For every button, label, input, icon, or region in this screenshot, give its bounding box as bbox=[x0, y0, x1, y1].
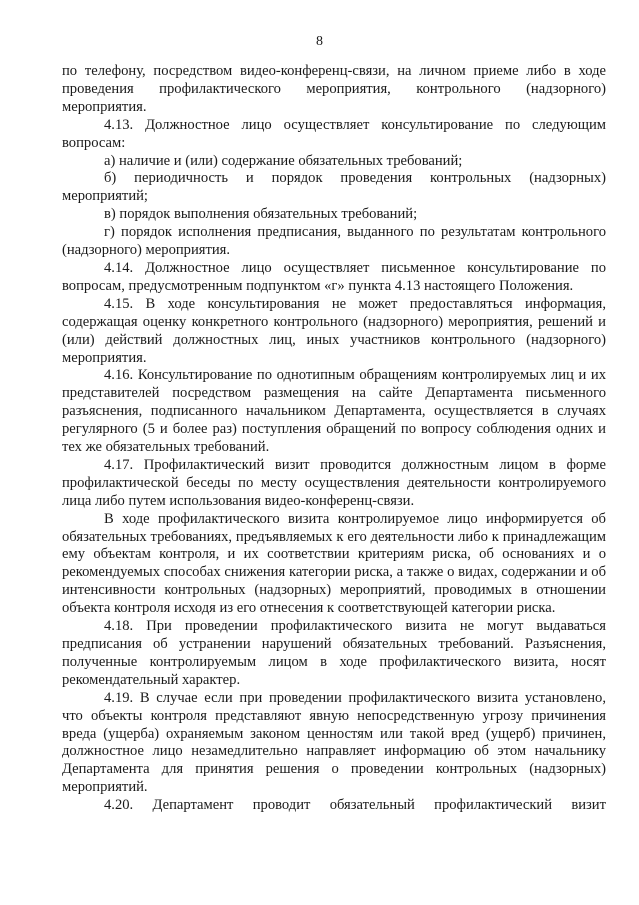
paragraph: 4.15. В ходе консультирования не может предоставляться информация, содержащая оценку конкретного контрольного (надзорного) мероприятия, решений и (или) действий должностных лиц, иных участников контрольного (надзорного) мероприятия. bbox=[62, 295, 606, 366]
paragraph: в) порядок выполнения обязательных требований; bbox=[104, 206, 418, 223]
paragraph: г) порядок исполнения предписания, выданного по результатам контрольного (надзорного) мероприятия. bbox=[62, 224, 606, 259]
paragraph: 4.19. В случае если при проведении профилактического визита установлено, что объекты контроля представляют явную непосредственную угрозу причинения вреда (ущерба) охраняемым законом ценностям или такой вред (ущерб) причинен, должностное лицо незамедлительно направляет информацию об этом начальнику Департамента для принятия решения о проведении контрольных (надзорных) мероприятий. bbox=[62, 689, 606, 796]
paragraph: 4.18. При проведении профилактического визита не могут выдаваться предписания об устранении нарушений обязательных требований. Разъяснения, полученные контролируемым лицом в ходе профилактического визита, носят рекомендательный характер. bbox=[62, 618, 606, 688]
paragraph: 4.13. Должностное лицо осуществляет консультирование по следующим вопросам: bbox=[62, 116, 606, 151]
document-body bbox=[62, 63, 606, 815]
paragraph: по телефону, посредством видео-конференц-связи, на личном приеме либо в ходе проведения профилактического мероприятия, контрольного (надзорного) мероприятия. bbox=[62, 63, 606, 115]
paragraph: 4.20. Департамент проводит обязательный профилактический визит bbox=[104, 797, 606, 814]
paragraph: В ходе профилактического визита контролируемое лицо информируется об обязательных требованиях, предъявляемых к его деятельности либо к принадлежащим ему объектам контроля, и их соответствии критериям риска, об основаниях и о рекомендуемых способах снижения категории риска, а также о видах, содержании и об интенсивности контрольных (надзорных) мероприятий, проводимых в отношении объекта контроля исходя из его отнесения к соответствующей категории риска. bbox=[62, 510, 606, 617]
paragraph: а) наличие и (или) содержание обязательных требований; bbox=[104, 152, 463, 169]
paragraph: 4.14. Должностное лицо осуществляет письменное консультирование по вопросам, предусмотренным подпунктом «г» пункта 4.13 настоящего Положения. bbox=[62, 259, 606, 294]
paragraph: 4.16. Консультирование по однотипным обращениям контролируемых лиц и их представителей посредством размещения на сайте Департамента письменного разъяснения, подписанного начальником Департамента, осуществляется в случаях регулярного (5 и более раз) поступления обращений по вопросу соблюдения одних и тех же обязательных требований. bbox=[62, 367, 606, 456]
paragraph: б) периодичность и порядок проведения контрольных (надзорных) мероприятий; bbox=[62, 170, 606, 205]
page-number: 8 bbox=[316, 34, 323, 49]
paragraph: 4.17. Профилактический визит проводится должностным лицом в форме профилактической беседы по месту осуществления деятельности контролируемого лица либо путем использования видео-конференц-связи. bbox=[62, 456, 606, 509]
